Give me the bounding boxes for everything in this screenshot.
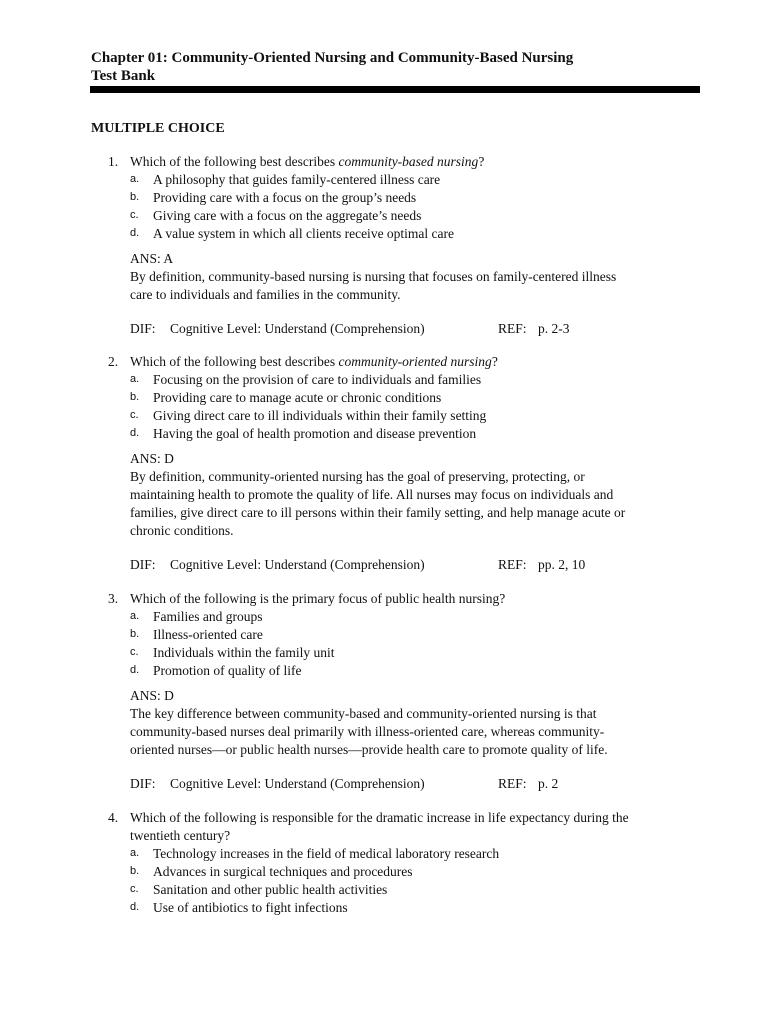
title-divider bbox=[90, 86, 700, 93]
option-a[interactable] bbox=[130, 608, 690, 626]
option-text: Providing care to manage acute or chronic conditions bbox=[153, 390, 442, 405]
ref-label: REF: bbox=[498, 321, 527, 336]
option-d[interactable] bbox=[130, 425, 690, 443]
question-stem bbox=[130, 590, 700, 608]
option-list bbox=[130, 371, 690, 443]
option-c[interactable] bbox=[130, 207, 690, 225]
dif-label: DIF: bbox=[130, 776, 156, 791]
option-text: Advances in surgical techniques and procedures bbox=[153, 864, 413, 879]
stem-line: Which of the following is responsible for the dramatic increase in life expectancy during the bbox=[130, 810, 629, 825]
option-text: Individuals within the family unit bbox=[153, 645, 335, 660]
stem-line: twentieth century? bbox=[130, 828, 231, 843]
dif-value: Cognitive Level: Understand (Comprehension) bbox=[170, 321, 425, 336]
option-letter: c. bbox=[130, 409, 139, 421]
option-letter: a. bbox=[130, 610, 140, 622]
option-b[interactable] bbox=[130, 863, 690, 881]
option-text: Illness-oriented care bbox=[153, 627, 263, 642]
option-list bbox=[130, 608, 690, 680]
answer-key: ANS: A bbox=[130, 251, 174, 266]
option-a[interactable] bbox=[130, 845, 690, 863]
question-number: 2. bbox=[108, 354, 119, 369]
option-letter: b. bbox=[130, 865, 140, 877]
option-text: Giving care with a focus on the aggregate’s needs bbox=[153, 208, 422, 223]
stem-end: ? bbox=[491, 354, 498, 369]
option-letter: b. bbox=[130, 628, 140, 640]
ref-value: p. 2-3 bbox=[538, 321, 570, 336]
option-letter: d. bbox=[130, 427, 140, 439]
option-list bbox=[130, 845, 690, 917]
question-stem bbox=[130, 353, 700, 371]
answer-block bbox=[130, 450, 695, 540]
rationale-line: maintaining health to promote the quality of life. All nurses may focus on individuals and bbox=[130, 487, 614, 502]
option-text: Use of antibiotics to fight infections bbox=[153, 900, 348, 915]
option-text: Sanitation and other public health activities bbox=[153, 882, 388, 897]
answer-block bbox=[130, 687, 695, 759]
rationale-line: community-based nurses deal primarily with illness-oriented care, whereas community- bbox=[130, 724, 605, 739]
option-letter: d. bbox=[130, 664, 140, 676]
option-letter: a. bbox=[130, 847, 140, 859]
chapter-title-line2: Test Bank bbox=[91, 68, 156, 84]
dif-value: Cognitive Level: Understand (Comprehension) bbox=[170, 776, 425, 791]
rationale-line: By definition, community-based nursing is nursing that focuses on family-centered illness bbox=[130, 269, 617, 284]
option-text: A philosophy that guides family-centered illness care bbox=[153, 172, 441, 187]
option-letter: d. bbox=[130, 227, 140, 239]
rationale-line: chronic conditions. bbox=[130, 523, 234, 538]
option-list bbox=[130, 171, 690, 243]
option-letter: a. bbox=[130, 373, 140, 385]
option-text: Promotion of quality of life bbox=[153, 663, 302, 678]
dif-label: DIF: bbox=[130, 321, 156, 336]
metadata-row bbox=[130, 556, 690, 574]
question-stem bbox=[130, 809, 700, 845]
stem-emphasis: community-oriented nursing bbox=[338, 354, 492, 369]
answer-key: ANS: D bbox=[130, 688, 174, 703]
ref-label: REF: bbox=[498, 776, 527, 791]
option-letter: b. bbox=[130, 191, 140, 203]
option-d[interactable] bbox=[130, 225, 690, 243]
option-d[interactable] bbox=[130, 899, 690, 917]
question-number: 4. bbox=[108, 810, 119, 825]
option-d[interactable] bbox=[130, 662, 690, 680]
option-letter: d. bbox=[130, 901, 140, 913]
option-letter: b. bbox=[130, 391, 140, 403]
rationale-line: The key difference between community-based and community-oriented nursing is that bbox=[130, 706, 597, 721]
ref-label: REF: bbox=[498, 557, 527, 572]
rationale-line: oriented nurses—or public health nurses—provide health care to promote quality of life. bbox=[130, 742, 608, 757]
ref-value: pp. 2, 10 bbox=[538, 557, 586, 572]
rationale-line: By definition, community-oriented nursing has the goal of preserving, protecting, or bbox=[130, 469, 585, 484]
metadata-row bbox=[130, 320, 690, 338]
option-text: Providing care with a focus on the group’s needs bbox=[153, 190, 417, 205]
option-c[interactable] bbox=[130, 881, 690, 899]
rationale-line: care to individuals and families in the community. bbox=[130, 287, 401, 302]
option-c[interactable] bbox=[130, 407, 690, 425]
option-b[interactable] bbox=[130, 626, 690, 644]
option-letter: c. bbox=[130, 883, 139, 895]
option-text: Having the goal of health promotion and disease prevention bbox=[153, 426, 477, 441]
option-text: A value system in which all clients receive optimal care bbox=[153, 226, 455, 241]
dif-label: DIF: bbox=[130, 557, 156, 572]
section-heading: MULTIPLE CHOICE bbox=[91, 121, 225, 136]
option-a[interactable] bbox=[130, 371, 690, 389]
option-letter: c. bbox=[130, 209, 139, 221]
option-text: Technology increases in the field of medical laboratory research bbox=[153, 846, 500, 861]
answer-block bbox=[130, 250, 695, 304]
option-letter: c. bbox=[130, 646, 139, 658]
chapter-title bbox=[91, 49, 711, 85]
rationale-line: families, give direct care to ill persons within their family setting, and help manage acute or bbox=[130, 505, 626, 520]
question-number: 1. bbox=[108, 154, 119, 169]
stem-end: ? bbox=[478, 154, 485, 169]
option-letter: a. bbox=[130, 173, 140, 185]
dif-value: Cognitive Level: Understand (Comprehension) bbox=[170, 557, 425, 572]
option-b[interactable] bbox=[130, 389, 690, 407]
ref-value: p. 2 bbox=[538, 776, 559, 791]
stem-text: Which of the following best describes bbox=[130, 354, 339, 369]
metadata-row bbox=[130, 775, 690, 793]
chapter-title-line1: Chapter 01: Community-Oriented Nursing and Community-Based Nursing bbox=[91, 50, 574, 66]
stem-emphasis: community-based nursing bbox=[338, 154, 479, 169]
option-a[interactable] bbox=[130, 171, 690, 189]
stem-text: Which of the following best describes bbox=[130, 154, 339, 169]
option-text: Families and groups bbox=[153, 609, 263, 624]
option-b[interactable] bbox=[130, 189, 690, 207]
answer-key: ANS: D bbox=[130, 451, 174, 466]
question-number: 3. bbox=[108, 591, 119, 606]
question-stem bbox=[130, 153, 700, 171]
option-text: Focusing on the provision of care to individuals and families bbox=[153, 372, 482, 387]
stem-text: Which of the following is the primary focus of public health nursing? bbox=[130, 591, 506, 606]
option-c[interactable] bbox=[130, 644, 690, 662]
option-text: Giving direct care to ill individuals within their family setting bbox=[153, 408, 487, 423]
